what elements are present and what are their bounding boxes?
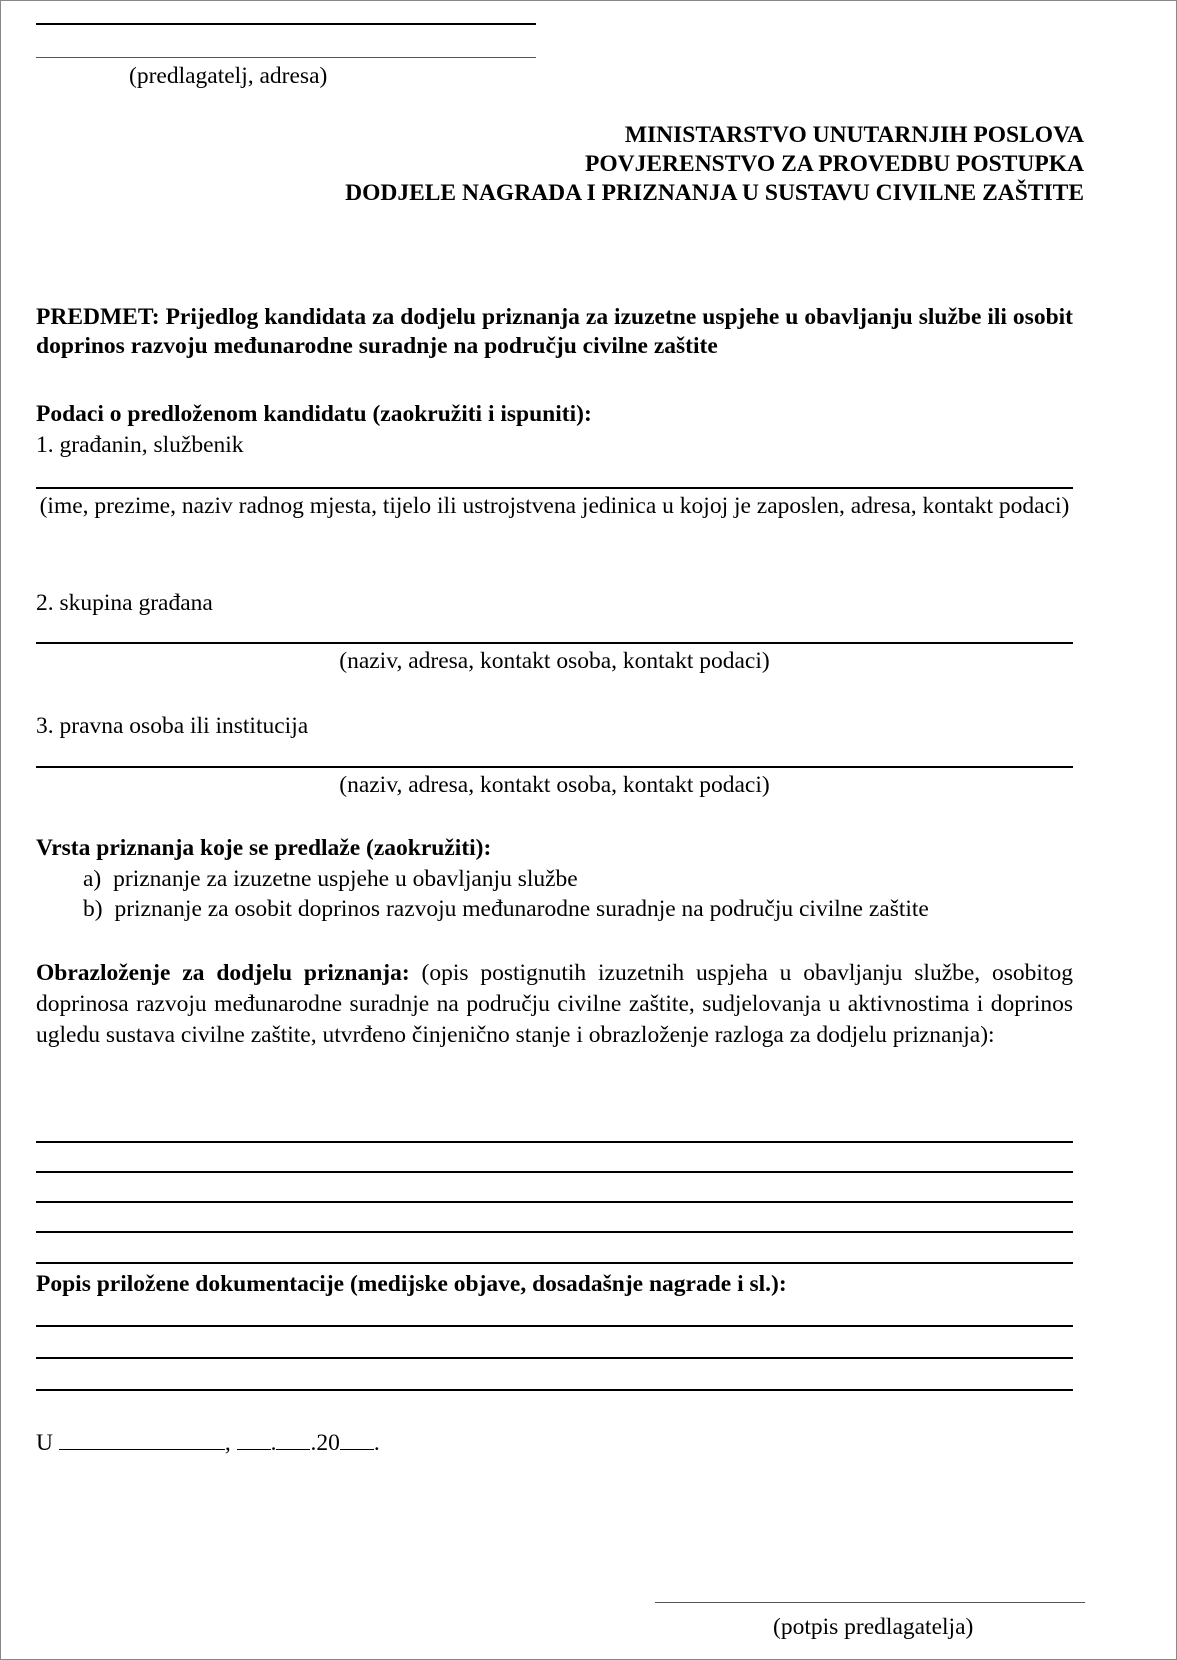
proposer-line-2[interactable] <box>36 57 536 58</box>
justification-label: Obrazloženje za dodjelu priznanja: <box>36 960 410 986</box>
candidate-3-caption: (naziv, adresa, kontakt osoba, kontakt podaci) <box>339 772 770 798</box>
subject <box>36 303 1073 361</box>
award-option-b[interactable] <box>83 894 929 924</box>
day-field[interactable] <box>237 1427 271 1450</box>
place-date <box>36 1427 380 1458</box>
candidate-option-1: 1. građanin, službenik <box>36 432 244 458</box>
candidate-1-field[interactable] <box>36 487 1073 489</box>
recipient-line: MINISTARSTVO UNUTARNJIH POSLOVA <box>624 122 1084 148</box>
proposer-line-1[interactable] <box>36 23 536 25</box>
candidate-2-caption: (naziv, adresa, kontakt osoba, kontakt podaci) <box>339 648 770 674</box>
candidate-option-3: 3. pravna osoba ili institucija <box>36 713 309 739</box>
award-option-marker: a) <box>83 866 102 892</box>
recipient-block <box>345 121 1084 208</box>
award-option-a[interactable] <box>83 864 578 894</box>
justification-text: (opis postignutih izuzetnih uspjeha u obavljanju službe, osobitog doprinosa razvoju međunarodne suradnje na području civilne zaštite, sudjelovanja u aktivnostima i doprinos ugledu sustava civilne zaštite, utvrđeno činjenično stanje i obrazloženje razloga za dodjelu priznanja): <box>36 960 1073 1048</box>
place-field[interactable] <box>59 1427 225 1450</box>
subject-label: PREDMET: <box>36 304 160 330</box>
award-type-heading: Vrsta priznanja koje se predlaže (zaokružiti): <box>36 835 492 861</box>
subject-text: Prijedlog kandidata za dodjelu priznanja za izuzetne uspjehe u obavljanju službe ili osobit doprinos razvoju međunarodne suradnje na području civilne zaštite <box>36 304 1073 359</box>
place-comma: , <box>224 1430 231 1456</box>
justification <box>36 958 1073 1051</box>
place-prefix: U <box>36 1430 53 1456</box>
month-field[interactable] <box>276 1427 310 1450</box>
recipient-line: DODJELE NAGRADA I PRIZNANJA U SUSTAVU CIVILNE ZAŠTITE <box>345 180 1084 206</box>
candidate-2-field[interactable] <box>36 642 1073 644</box>
recipient-line: POVJERENSTVO ZA PROVEDBU POSTUPKA <box>585 151 1084 177</box>
justification-line[interactable] <box>36 1141 1073 1143</box>
candidate-option-2: 2. skupina građana <box>36 590 213 616</box>
attachments-line[interactable] <box>36 1325 1073 1327</box>
justification-line[interactable] <box>36 1262 1073 1264</box>
justification-line[interactable] <box>36 1231 1073 1233</box>
year-prefix: .20 <box>310 1430 340 1456</box>
signature-caption: (potpis predlagatelja) <box>773 1614 974 1640</box>
candidate-1-caption: (ime, prezime, naziv radnog mjesta, tijelo ili ustrojstvena jedinica u kojoj je zaposlen, adresa, kontakt podaci) <box>39 493 1070 519</box>
attachments-heading: Popis priložene dokumentacije (medijske objave, dosadašnje nagrade i sl.): <box>36 1271 787 1297</box>
candidate-heading: Podaci o predloženom kandidatu (zaokružiti i ispuniti): <box>36 401 592 427</box>
justification-line[interactable] <box>36 1201 1073 1203</box>
year-field[interactable] <box>340 1427 374 1450</box>
attachments-line[interactable] <box>36 1389 1073 1391</box>
justification-line[interactable] <box>36 1171 1073 1173</box>
award-option-marker: b) <box>83 896 103 922</box>
award-option-text: priznanje za izuzetne uspjehe u obavljanju službe <box>113 866 578 892</box>
date-end: . <box>373 1430 380 1456</box>
signature-line[interactable] <box>655 1602 1085 1603</box>
date-separator: . <box>270 1430 277 1456</box>
candidate-3-field[interactable] <box>36 766 1073 768</box>
award-option-text: priznanje za osobit doprinos razvoju međunarodne suradnje na području civilne zaštite <box>114 896 929 922</box>
proposer-caption: (predlagatelj, adresa) <box>129 63 328 89</box>
attachments-line[interactable] <box>36 1357 1073 1359</box>
